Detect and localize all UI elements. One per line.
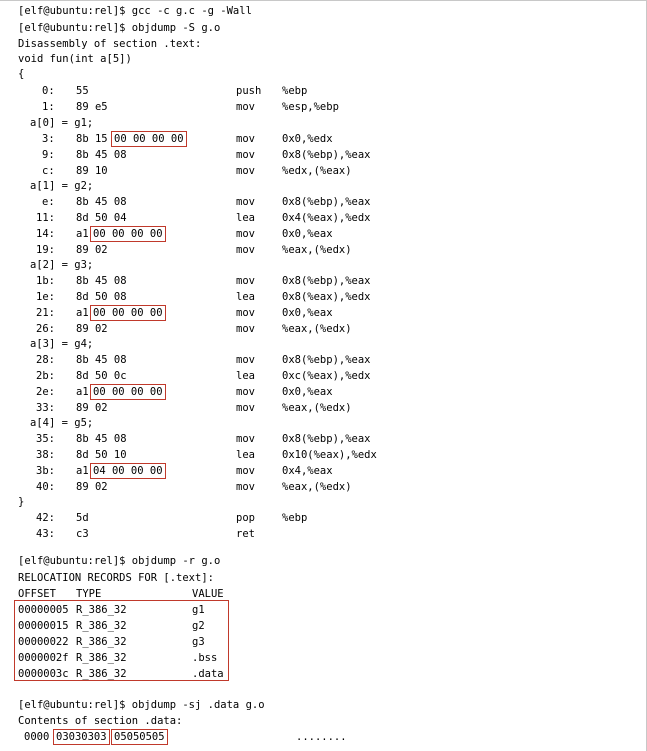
instruction-operands: %eax,(%edx) xyxy=(282,323,352,335)
instruction-mnemonic: mov xyxy=(236,133,255,145)
instruction-operands: 0x0,%edx xyxy=(282,133,333,145)
instruction-operands: 0x8(%ebp),%eax xyxy=(282,433,371,445)
instruction-opcode: 89 e5 xyxy=(76,101,108,113)
instruction-mnemonic: mov xyxy=(236,244,255,256)
reloc-value: g1 xyxy=(192,604,205,616)
instruction-address: 1: xyxy=(42,101,55,113)
command-line-objdump-sj: [elf@ubuntu:rel]$ objdump -sj .data g.o xyxy=(18,699,265,711)
instruction-opcode: 8b 45 08 xyxy=(76,196,127,208)
instruction-address: 43: xyxy=(36,528,55,540)
instruction-mnemonic: lea xyxy=(236,212,255,224)
relocation-header: RELOCATION RECORDS FOR [.text]: xyxy=(18,572,214,584)
instruction-address: c: xyxy=(42,165,55,177)
instruction-mnemonic: lea xyxy=(236,291,255,303)
contents-header: Contents of section .data: xyxy=(18,715,183,727)
source-line: a[1] = g2; xyxy=(30,180,94,192)
source-line: a[3] = g4; xyxy=(30,338,94,350)
reloc-offset: 00000022 xyxy=(18,636,69,648)
instruction-mnemonic: mov xyxy=(236,465,255,477)
instruction-opcode: 89 02 xyxy=(76,402,108,414)
reloc-value: .bss xyxy=(192,652,218,664)
instruction-address: 40: xyxy=(36,481,55,493)
instruction-address: 0: xyxy=(42,85,55,97)
instruction-address: 2e: xyxy=(36,386,55,398)
instruction-opcode: 8d 50 04 xyxy=(76,212,127,224)
instruction-opcode: 5d xyxy=(76,512,89,524)
instruction-address: 35: xyxy=(36,433,55,445)
instruction-operands: %ebp xyxy=(282,85,308,97)
reloc-type: R_386_32 xyxy=(76,604,127,616)
instruction-operands: %eax,(%edx) xyxy=(282,481,352,493)
instruction-mnemonic: mov xyxy=(236,196,255,208)
instruction-address: 1e: xyxy=(36,291,55,303)
instruction-mnemonic: mov xyxy=(236,307,255,319)
instruction-mnemonic: mov xyxy=(236,323,255,335)
instruction-address: 11: xyxy=(36,212,55,224)
instruction-address: 28: xyxy=(36,354,55,366)
command-line-objdump-r: [elf@ubuntu:rel]$ objdump -r g.o xyxy=(18,555,221,567)
data-word-1: 03030303 xyxy=(56,731,107,743)
instruction-opcode: 8b 15 xyxy=(76,133,108,145)
reloc-col-offset: OFFSET xyxy=(18,588,56,600)
instruction-operands: 0x0,%eax xyxy=(282,228,333,240)
instruction-mnemonic: mov xyxy=(236,481,255,493)
instruction-operands: 0x4(%eax),%edx xyxy=(282,212,371,224)
instruction-mnemonic: ret xyxy=(236,528,255,540)
instruction-opcode: c3 xyxy=(76,528,89,540)
instruction-operands: 0x8(%ebp),%eax xyxy=(282,354,371,366)
instruction-address: 21: xyxy=(36,307,55,319)
relocation-placeholder-bytes: 04 00 00 00 xyxy=(93,465,163,477)
source-line: a[4] = g5; xyxy=(30,417,94,429)
data-word-2: 05050505 xyxy=(114,731,165,743)
open-brace: { xyxy=(18,68,25,80)
instruction-operands: 0x8(%ebp),%eax xyxy=(282,149,371,161)
instruction-address: 3: xyxy=(42,133,55,145)
relocation-placeholder-bytes: 00 00 00 00 xyxy=(93,307,163,319)
instruction-address: 33: xyxy=(36,402,55,414)
instruction-mnemonic: mov xyxy=(236,165,255,177)
instruction-opcode: 8b 45 08 xyxy=(76,433,127,445)
instruction-mnemonic: push xyxy=(236,85,262,97)
instruction-opcode: 89 02 xyxy=(76,481,108,493)
source-line: a[0] = g1; xyxy=(30,117,94,129)
instruction-address: 2b: xyxy=(36,370,55,382)
instruction-address: 38: xyxy=(36,449,55,461)
reloc-value: .data xyxy=(192,668,224,680)
command-line-objdump-s: [elf@ubuntu:rel]$ objdump -S g.o xyxy=(18,22,221,34)
instruction-opcode: 89 02 xyxy=(76,244,108,256)
function-signature: void fun(int a[5]) xyxy=(18,53,132,65)
instruction-mnemonic: mov xyxy=(236,101,255,113)
close-brace: } xyxy=(18,496,25,508)
instruction-operands: %ebp xyxy=(282,512,308,524)
reloc-offset: 0000002f xyxy=(18,652,69,664)
instruction-mnemonic: lea xyxy=(236,370,255,382)
instruction-address: 14: xyxy=(36,228,55,240)
instruction-opcode: 8d 50 10 xyxy=(76,449,127,461)
instruction-mnemonic: lea xyxy=(236,449,255,461)
instruction-operands: 0x0,%eax xyxy=(282,307,333,319)
instruction-opcode: 8d 50 08 xyxy=(76,291,127,303)
instruction-opcode: a1 xyxy=(76,386,89,398)
reloc-col-value: VALUE xyxy=(192,588,224,600)
instruction-operands: 0x10(%eax),%edx xyxy=(282,449,377,461)
instruction-opcode: 8b 45 08 xyxy=(76,149,127,161)
reloc-type: R_386_32 xyxy=(76,636,127,648)
source-line: a[2] = g3; xyxy=(30,259,94,271)
reloc-value: g2 xyxy=(192,620,205,632)
instruction-operands: 0x4,%eax xyxy=(282,465,333,477)
relocation-placeholder-bytes: 00 00 00 00 xyxy=(93,386,163,398)
reloc-value: g3 xyxy=(192,636,205,648)
instruction-address: 42: xyxy=(36,512,55,524)
instruction-address: 9: xyxy=(42,149,55,161)
reloc-type: R_386_32 xyxy=(76,652,127,664)
instruction-operands: 0x0,%eax xyxy=(282,386,333,398)
reloc-offset: 0000003c xyxy=(18,668,69,680)
instruction-opcode: 89 10 xyxy=(76,165,108,177)
instruction-mnemonic: mov xyxy=(236,228,255,240)
instruction-address: 1b: xyxy=(36,275,55,287)
data-row-address: 0000 xyxy=(24,731,50,743)
instruction-opcode: a1 xyxy=(76,307,89,319)
reloc-col-type: TYPE xyxy=(76,588,102,600)
instruction-address: 26: xyxy=(36,323,55,335)
disassembly-header: Disassembly of section .text: xyxy=(18,38,202,50)
relocation-placeholder-bytes: 00 00 00 00 xyxy=(114,133,184,145)
instruction-mnemonic: mov xyxy=(236,386,255,398)
relocation-placeholder-bytes: 00 00 00 00 xyxy=(93,228,163,240)
instruction-operands: %esp,%ebp xyxy=(282,101,339,113)
instruction-opcode: a1 xyxy=(76,465,89,477)
instruction-address: 3b: xyxy=(36,465,55,477)
instruction-opcode: 8b 45 08 xyxy=(76,275,127,287)
instruction-opcode: 8b 45 08 xyxy=(76,354,127,366)
instruction-mnemonic: pop xyxy=(236,512,255,524)
instruction-mnemonic: mov xyxy=(236,275,255,287)
reloc-type: R_386_32 xyxy=(76,620,127,632)
instruction-operands: %edx,(%eax) xyxy=(282,165,352,177)
instruction-address: e: xyxy=(42,196,55,208)
instruction-address: 19: xyxy=(36,244,55,256)
command-line-gcc: [elf@ubuntu:rel]$ gcc -c g.c -g -Wall xyxy=(18,5,252,17)
data-row-ascii: ........ xyxy=(296,731,347,743)
instruction-mnemonic: mov xyxy=(236,354,255,366)
reloc-type: R_386_32 xyxy=(76,668,127,680)
reloc-offset: 00000005 xyxy=(18,604,69,616)
instruction-opcode: 89 02 xyxy=(76,323,108,335)
instruction-operands: 0x8(%ebp),%eax xyxy=(282,275,371,287)
instruction-mnemonic: mov xyxy=(236,433,255,445)
instruction-opcode: 55 xyxy=(76,85,89,97)
instruction-opcode: 8d 50 0c xyxy=(76,370,127,382)
instruction-operands: %eax,(%edx) xyxy=(282,244,352,256)
instruction-opcode: a1 xyxy=(76,228,89,240)
reloc-offset: 00000015 xyxy=(18,620,69,632)
instruction-operands: 0xc(%eax),%edx xyxy=(282,370,371,382)
instruction-operands: 0x8(%eax),%edx xyxy=(282,291,371,303)
instruction-mnemonic: mov xyxy=(236,402,255,414)
instruction-operands: 0x8(%ebp),%eax xyxy=(282,196,371,208)
instruction-mnemonic: mov xyxy=(236,149,255,161)
instruction-operands: %eax,(%edx) xyxy=(282,402,352,414)
